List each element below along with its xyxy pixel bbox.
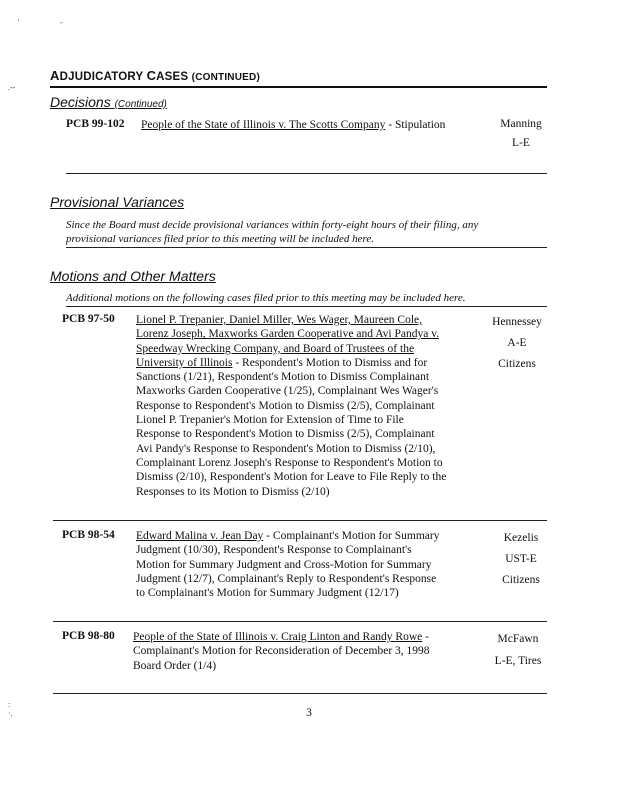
case-entry: Lionel P. Trepanier, Daniel Miller, Wes Wager, Maureen Cole, Lorenz Joseph, Maxworks Garden Cooperative and Avi Pandya v. Speedway Wrecking Company, and Board of Trustees of the University of Illinois - Respondent's Motion to Dismiss and for Sanctions (1/21), Respondent's Motion to Dismiss Complainant Maxworks Garden Cooperative (1/25), Complainant Wes Wager's Response to Respondent's Motion to Dismiss (2/5), Complainant Lionel P. Trepanier's Motion for Extension of Time to File Response to Respondent's Motion to Dismiss (2/5), Complainant Avi Pandy's Response to Respondent's Motion to Dismiss (2/10), Complainant Lorenz Joseph's Response to Respondent's Motion to Dismiss (2/10), Respondent's Motion for Leave to File Reply to the Responses to its Motion to Dismiss (2/10) — [136, 314, 447, 498]
case-number: PCB 97-50 — [62, 313, 115, 325]
header-rule — [50, 86, 547, 88]
case-number: PCB 98-54 — [62, 529, 115, 541]
case-number: PCB 99-102 — [66, 118, 125, 130]
section-rule — [66, 306, 547, 307]
case-number: PCB 98-80 — [62, 630, 115, 642]
provisional-note: Since the Board must decide provisional variances within forty-eight hours of their filing, any provisional variances filed prior to this meeting will be included here. — [66, 219, 479, 245]
section-rule — [66, 247, 547, 248]
section-rule — [53, 621, 547, 622]
section-rule — [66, 173, 547, 174]
section-rule — [53, 520, 547, 521]
page-header: ADJUDICATORY CASES (CONTINUED) — [50, 68, 260, 83]
page-number: 3 — [306, 707, 312, 719]
decisions-heading: Decisions (Continued) — [50, 94, 167, 110]
motions-note: Additional motions on the following cases filed prior to this meeting may be included here. — [66, 292, 466, 304]
motions-heading: Motions and Other Matters — [50, 268, 216, 284]
board-member: McFawn L-E, Tires — [494, 633, 542, 667]
provisional-heading: Provisional Variances — [50, 194, 185, 210]
case-title: People of the State of Illinois v. The Scotts Company — [141, 119, 386, 131]
board-member: Manning L-E — [500, 118, 542, 149]
case-entry: People of the State of Illinois v. Craig Linton and Randy Rowe - Complainant's Motion for Reconsideration of December 3, 1998 Board Order (1/4) — [133, 631, 430, 672]
board-member: Kezelis UST-E Citizens — [502, 532, 540, 586]
case-entry: People of the State of Illinois v. The Scotts Company - Stipulation — [141, 119, 446, 131]
board-member: Hennessey A-E Citizens — [492, 316, 542, 370]
section-rule — [53, 693, 547, 694]
case-entry: Edward Malina v. Jean Day - Complainant's Motion for Summary Judgment (10/30), Respondent's Response to Complainant's Motion for Summary Judgment and Cross-Motion for Summary Judgment (12/7), Complainant's Reply to Respondent's Response to Complainant's Motion for Summary Judgment (12/17) — [136, 530, 440, 600]
